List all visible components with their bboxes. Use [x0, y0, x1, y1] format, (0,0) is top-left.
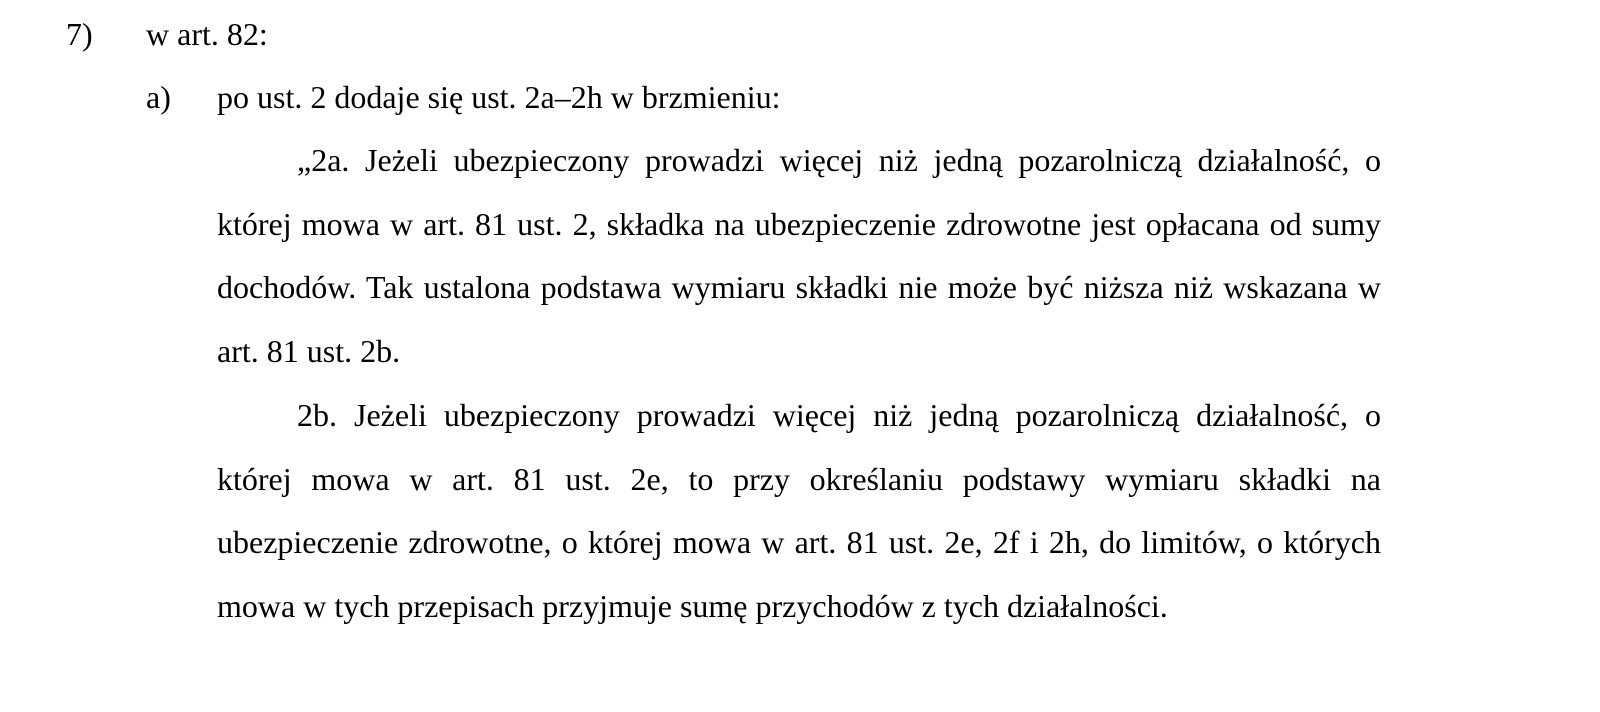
paragraph-2b-label: 2b.: [297, 397, 337, 433]
paragraph-2a: [217, 129, 1381, 383]
paragraph-2a-text: Jeżeli ubezpieczony prowadzi więcej niż jedną pozarolniczą działalność, o której mowa w art. 81 ust. 2, składka na ubezpieczenie zdrowotne jest opłacana od sumy dochodów. Tak ustalona podstawa wymiaru składki nie może być niższa niż wskazana w art. 81 ust. 2b.: [217, 142, 1382, 369]
item-heading: w art. 82:: [146, 16, 268, 52]
subitem-letter: a): [146, 79, 171, 115]
item-number: 7): [66, 16, 93, 52]
subitem-heading: po ust. 2 dodaje się ust. 2a–2h w brzmieniu:: [217, 79, 781, 115]
paragraph-2b: [217, 384, 1381, 638]
paragraph-2a-label: „2a.: [297, 142, 350, 178]
paragraph-2b-text: Jeżeli ubezpieczony prowadzi więcej niż jedną pozarolniczą działalność, o której mowa w art. 81 ust. 2e, to przy określaniu podstawy wymiaru składki na ubezpieczenie zdrowotne, o której mowa w art. 81 ust. 2e, 2f i 2h, do limitów, o których mowa w tych przepisach przyjmuje sumę przychodów z tych działalności.: [217, 397, 1382, 624]
